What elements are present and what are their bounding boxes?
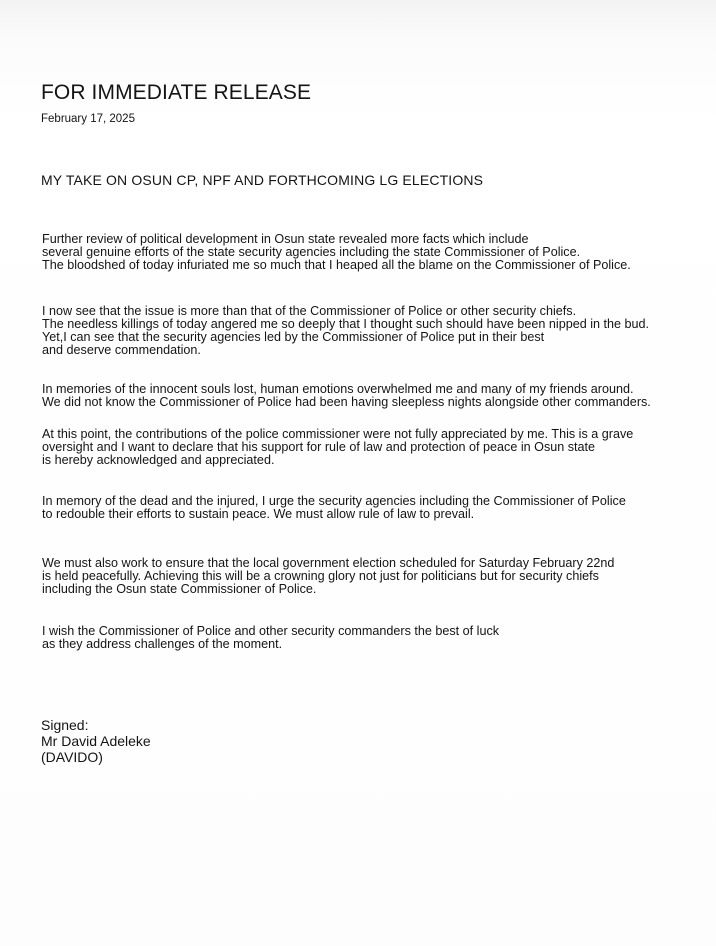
paragraph-contributions [42, 428, 633, 467]
paragraph-election [42, 557, 614, 596]
paragraph-line: including the Osun state Commissioner of Police. [42, 582, 317, 596]
paragraph-line: is hereby acknowledged and appreciated. [42, 453, 275, 467]
paragraph-line: Further review of political development in Osun state revealed more facts which include [42, 232, 529, 246]
paragraph-memories [42, 383, 651, 409]
paragraph-line: I wish the Commissioner of Police and other security commanders the best of luck [42, 624, 500, 638]
paragraph-line: The bloodshed of today infuriated me so much that I heaped all the blame on the Commissioner of Police. [42, 258, 631, 272]
paragraph-line: In memories of the innocent souls lost, human emotions overwhelmed me and many of my friends around. [42, 382, 634, 396]
signature-block [41, 717, 151, 765]
paragraph-line: I now see that the issue is more than that of the Commissioner of Police or other security chiefs. [42, 304, 577, 318]
paragraph-line: At this point, the contributions of the police commissioner were not fully appreciated by me. This is a grave [42, 427, 634, 441]
release-headline: FOR IMMEDIATE RELEASE [41, 81, 312, 104]
release-date: February 17, 2025 [41, 113, 135, 125]
signatory-alias: (DAVIDO) [41, 749, 103, 765]
paragraph-line: as they address challenges of the moment. [42, 637, 283, 651]
paragraph-wishes [42, 625, 499, 651]
signatory-name: Mr David Adeleke [41, 733, 151, 749]
paragraph-line: is held peacefully. Achieving this will be a crowning glory not just for politicians but for security chiefs [42, 569, 599, 583]
paragraph-line: In memory of the dead and the injured, I urge the security agencies including the Commissioner of Police [42, 494, 626, 508]
paragraph-urge [42, 495, 626, 521]
signed-label: Signed: [41, 717, 89, 733]
paragraph-review [42, 233, 631, 272]
paragraph-line: The needless killings of today angered me so deeply that I thought such should have been nipped in the bud. [42, 317, 650, 331]
paragraph-line: and deserve commendation. [42, 343, 201, 357]
paragraph-issue [42, 305, 649, 357]
statement-title: MY TAKE ON OSUN CP, NPF AND FORTHCOMING LG ELECTIONS [41, 172, 484, 188]
paragraph-line: oversight and I want to declare that his support for rule of law and protection of peace in Osun state [42, 440, 596, 454]
paragraph-line: to redouble their efforts to sustain peace. We must allow rule of law to prevail. [42, 507, 475, 521]
paragraph-line: several genuine efforts of the state security agencies including the state Commissioner of Police. [42, 245, 581, 259]
paragraph-line: We did not know the Commissioner of Police had been having sleepless nights alongside other commanders. [42, 395, 651, 409]
paragraph-line: Yet,I can see that the security agencies led by the Commissioner of Police put in their best [42, 330, 545, 344]
paragraph-line: We must also work to ensure that the local government election scheduled for Saturday February 22nd [42, 556, 615, 570]
